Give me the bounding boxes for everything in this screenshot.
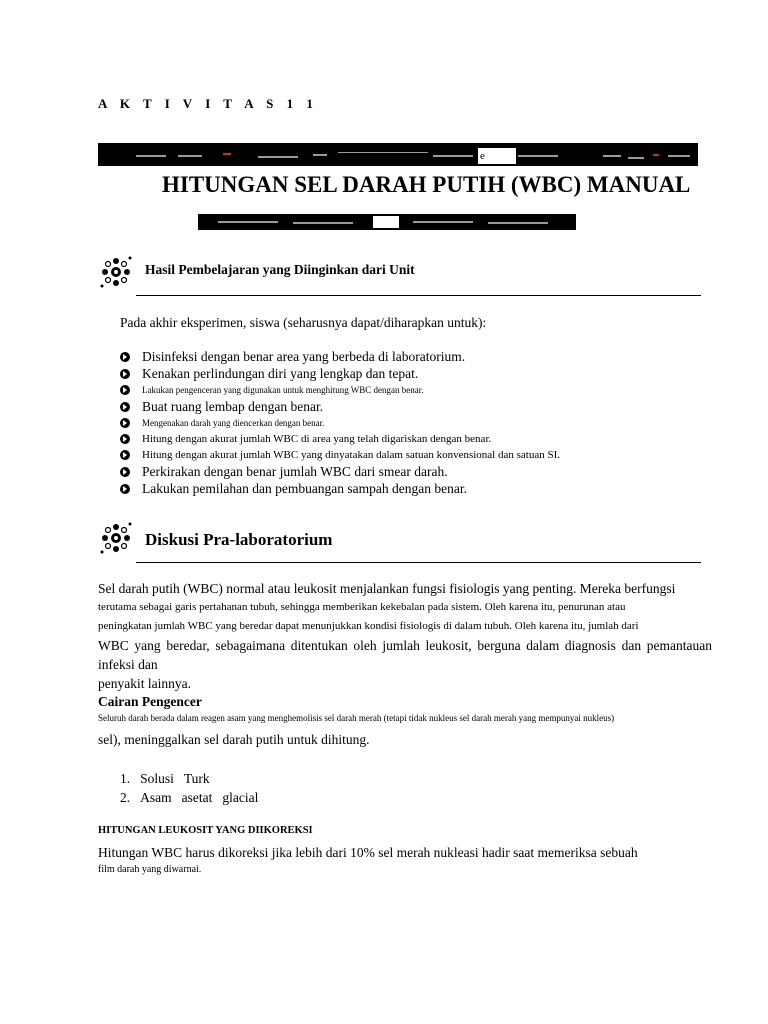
arrow-bullet-icon	[120, 484, 130, 494]
arrow-bullet-icon	[120, 402, 130, 412]
list-item: Hitung dengan akurat jumlah WBC yang dinyatakan dalam satuan konvensional dan satuan SI.	[120, 447, 720, 463]
arrow-bullet-icon	[120, 385, 130, 395]
discussion-paragraph	[98, 579, 712, 693]
page-title: HITUNGAN SEL DARAH PUTIH (WBC) MANUAL	[162, 172, 691, 197]
arrow-bullet-icon	[120, 369, 130, 379]
learning-outcomes-list	[120, 348, 720, 497]
list-item: Lakukan pengenceran yang digunakan untuk menghitung WBC dengan benar.	[120, 382, 720, 398]
paragraph-line: WBC yang beredar, sebagaimana ditentukan oleh jumlah leukosit, berguna dalam diagnosis dan pemantauan infeksi dan	[98, 638, 712, 672]
diluting-fluid-text-continued: sel), meninggalkan sel darah putih untuk dihitung.	[98, 732, 370, 747]
subheading-diluting-fluid: Cairan Pengencer	[98, 694, 202, 709]
diluting-fluid-list	[120, 769, 268, 807]
list-item: Perkirakan dengan benar jumlah WBC dari smear darah.	[120, 463, 720, 480]
flower-ornament-icon	[98, 254, 134, 290]
arrow-bullet-icon	[120, 352, 130, 362]
list-item: Buat ruang lembap dengan benar.	[120, 398, 720, 415]
banner-text-box: e	[478, 148, 516, 164]
arrow-bullet-icon	[120, 418, 130, 428]
corrected-count-text: Hitungan WBC harus dikoreksi jika lebih dari 10% sel merah nukleasi hadir saat memeriksa sebuah	[98, 845, 638, 860]
arrow-bullet-icon	[120, 434, 130, 444]
list-item: Disinfeksi dengan benar area yang berbeda di laboratorium.	[120, 348, 720, 365]
diluting-fluid-text: Seluruh darah berada dalam reagen asam yang menghemolisis sel darah merah (tetapi tidak nukleus sel darah merah yang mempunyai nukleus)	[98, 713, 615, 723]
paragraph-line: penyakit lainnya.	[98, 676, 191, 691]
list-item: 1. Solusi Turk	[120, 771, 210, 786]
section-heading-learning-outcomes: Hasil Pembelajaran yang Diinginkan dari Unit	[145, 262, 415, 277]
decorative-banner-bottom	[198, 214, 576, 230]
corrected-count-text-continued: film darah yang diwarnai.	[98, 864, 202, 875]
paragraph-line: Sel darah putih (WBC) normal atau leukosit menjalankan fungsi fisiologis yang penting. Mereka berfungsi	[98, 581, 676, 596]
list-item: Lakukan pemilahan dan pembuangan sampah dengan benar.	[120, 480, 720, 497]
section-divider	[136, 295, 701, 296]
subheading-corrected-count: HITUNGAN LEUKOSIT YANG DIIKOREKSI	[98, 825, 313, 836]
decorative-banner-top	[98, 143, 698, 166]
list-item: 2. Asam asetat glacial	[120, 790, 259, 805]
arrow-bullet-icon	[120, 467, 130, 477]
banner-small-box	[373, 216, 399, 228]
activity-label: A K T I V I T A S 1 1	[98, 96, 318, 111]
list-item: Hitung dengan akurat jumlah WBC di area yang telah digariskan dengan benar.	[120, 431, 720, 447]
arrow-bullet-icon	[120, 450, 130, 460]
paragraph-line: terutama sebagai garis pertahanan tubuh, sehingga memberikan kekebalan pada sistem. Oleh karena itu, penurunan atau	[98, 601, 626, 613]
paragraph-line: peningkatan jumlah WBC yang beredar dapat menunjukkan kondisi fisiologis di dalam tubuh. Oleh karena itu, jumlah dari	[98, 620, 639, 632]
list-item: Kenakan perlindungan diri yang lengkap dan tepat.	[120, 365, 720, 382]
intro-text: Pada akhir eksperimen, siswa (seharusnya dapat/diharapkan untuk):	[120, 315, 487, 330]
flower-ornament-icon	[98, 520, 134, 556]
section-divider	[136, 562, 701, 563]
section-heading-prelab-discussion: Diskusi Pra-laboratorium	[145, 530, 333, 549]
list-item: Mengenakan darah yang diencerkan dengan benar.	[120, 415, 720, 431]
